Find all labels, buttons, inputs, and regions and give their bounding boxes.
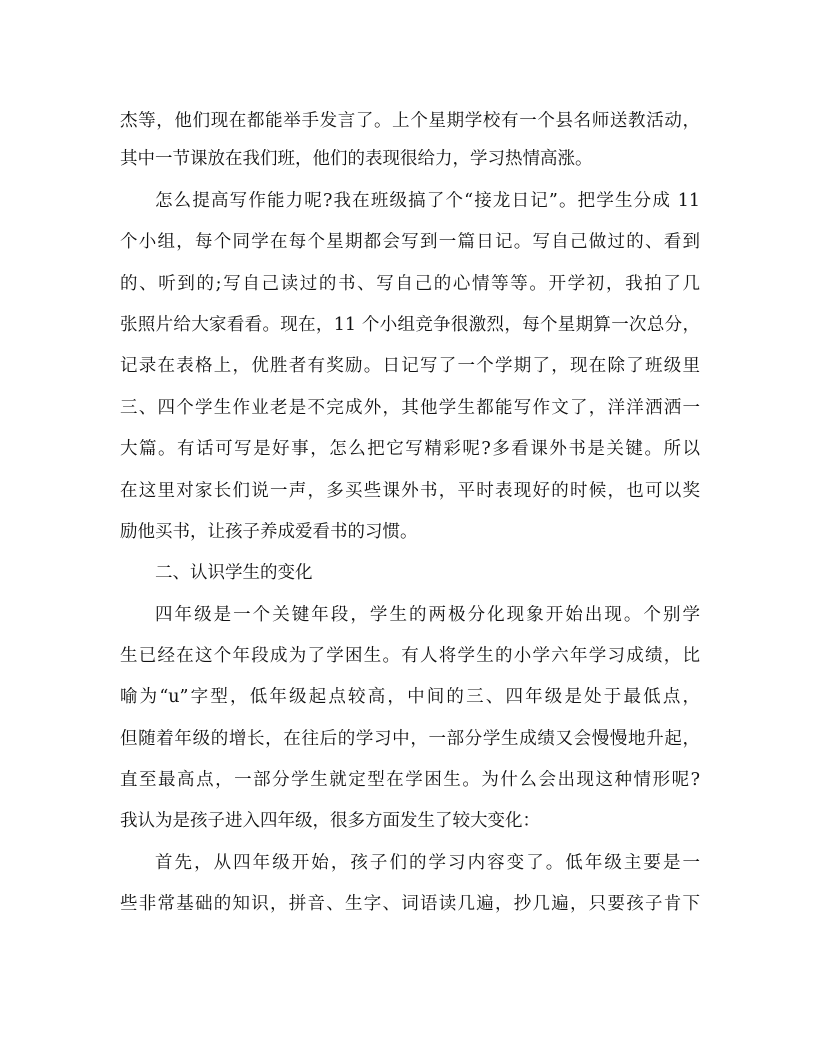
section-heading: 二、认识学生的变化: [155, 563, 313, 583]
text-line: 但随着年级的增长，在往后的学习中，一部分学生成绩又会慢慢地升起，: [120, 729, 700, 749]
text-line: 其中一节课放在我们班，他们的表现很给力，学习热情高涨。: [120, 149, 593, 169]
text-line: 四年级是一个关键年段，学生的两极分化现象开始出现。个别学: [155, 605, 700, 625]
text-line: 直至最高点，一部分学生就定型在学困生。为什么会出现这种情形呢?: [120, 770, 700, 790]
text-line: 喻为“u”字型，低年级起点较高，中间的三、四年级是处于最低点，: [120, 687, 700, 707]
text-line: 励他买书，让孩子养成爱看书的习惯。: [120, 522, 418, 542]
text-line: 大篇。有话可写是好事，怎么把它写精彩呢?多看课外书是关键。所以: [120, 439, 700, 459]
text-line: 杰等，他们现在都能举手发言了。上个星期学校有一个县名师送教活动，: [120, 111, 700, 131]
text-line: 在这里对家长们说一声，多买些课外书，平时表现好的时候，也可以奖: [120, 481, 700, 501]
text-line: 记录在表格上，优胜者有奖励。日记写了一个学期了，现在除了班级里: [120, 356, 700, 376]
text-line: 首先，从四年级开始，孩子们的学习内容变了。低年级主要是一: [155, 853, 700, 873]
text-line: 的、听到的;写自己读过的书、写自己的心情等等。开学初，我拍了几: [120, 274, 700, 294]
text-line: 些非常基础的知识，拼音、生字、词语读几遍，抄几遍，只要孩子肯下: [120, 894, 700, 914]
text-line: 我认为是孩子进入四年级，很多方面发生了较大变化：: [120, 811, 540, 831]
text-line: 怎么提高写作能力呢?我在班级搞了个“接龙日记”。把学生分成 11: [155, 191, 700, 211]
text-line: 张照片给大家看看。现在，11 个小组竞争很激烈，每个星期算一次总分，: [120, 315, 700, 335]
text-line: 三、四个学生作业老是不完成外，其他学生都能写作文了，洋洋洒洒一: [120, 398, 700, 418]
text-line: 个小组，每个同学在每个星期都会写到一篇日记。写自己做过的、看到: [120, 232, 700, 252]
text-line: 生已经在这个年段成为了学困生。有人将学生的小学六年学习成绩，比: [120, 646, 700, 666]
